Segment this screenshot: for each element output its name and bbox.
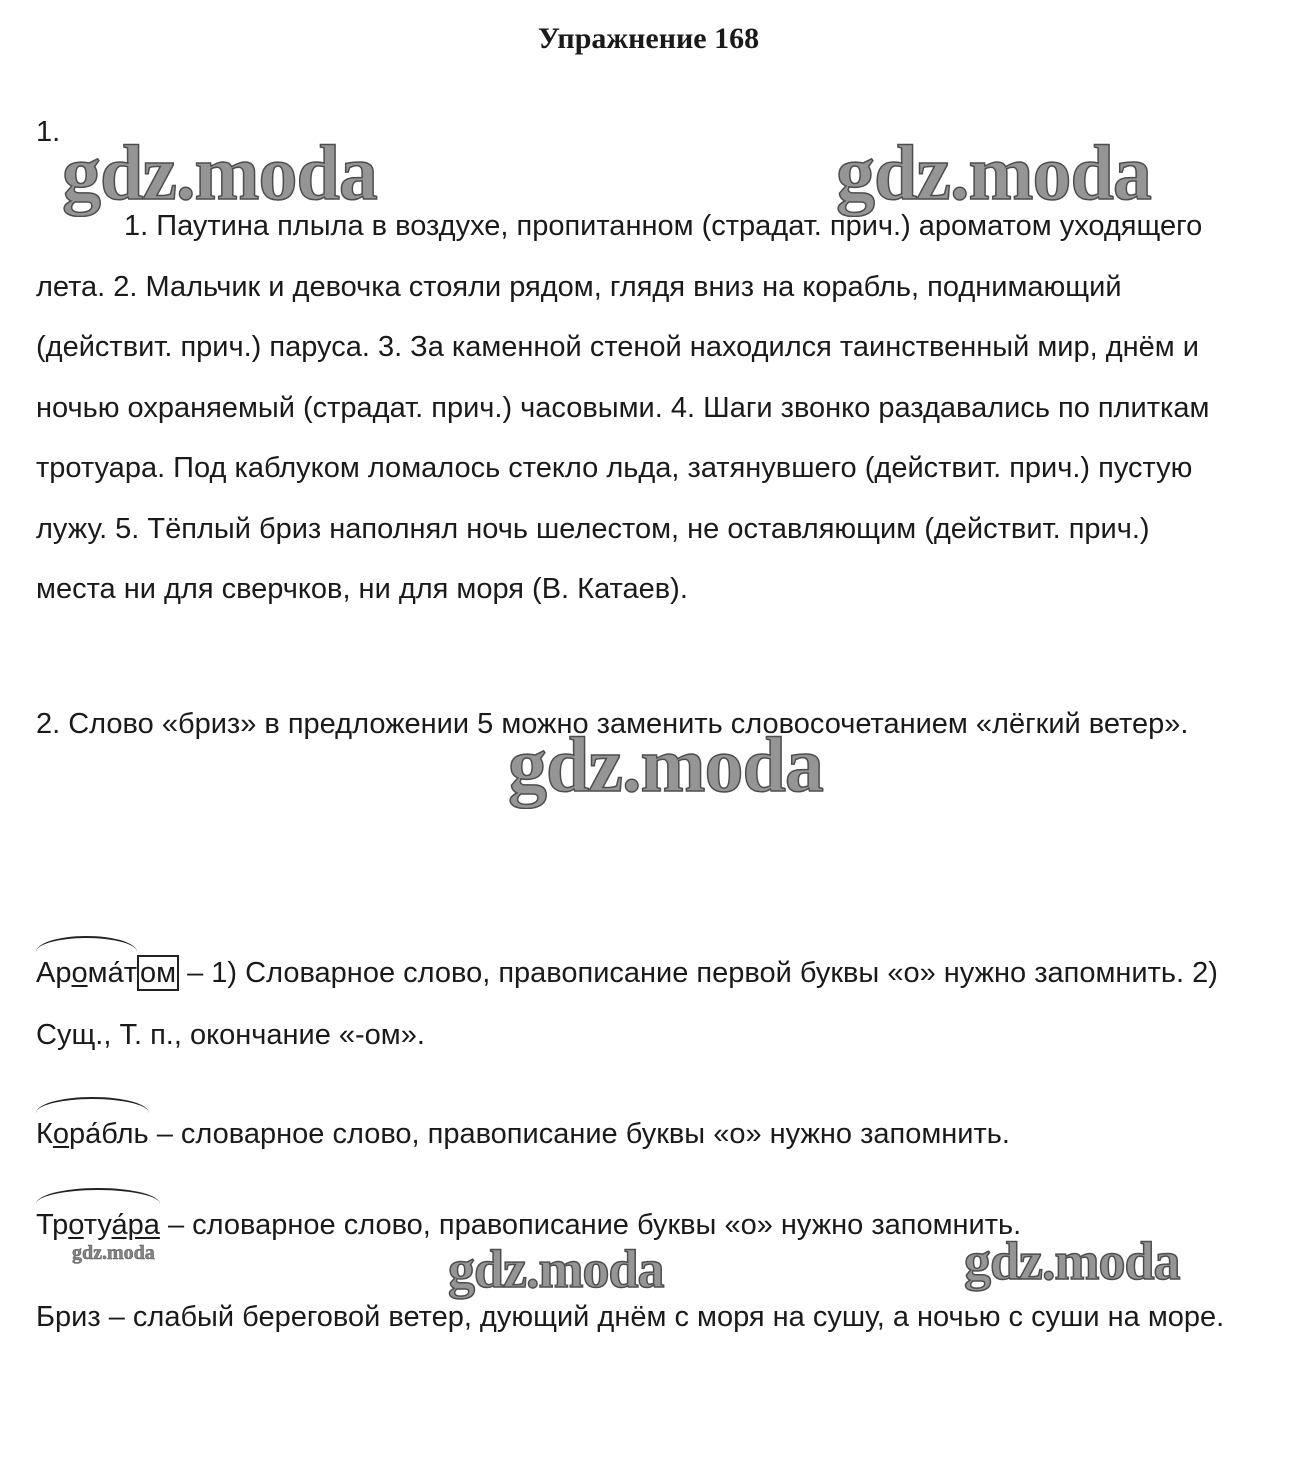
word-arc xyxy=(36,1103,149,1165)
watermark-logo: gdz.moda xyxy=(836,129,1151,216)
watermark-logo: gdz.moda xyxy=(964,1231,1180,1291)
definition-aromatom xyxy=(36,942,1246,1066)
part-1-number: 1. xyxy=(36,116,61,148)
definition-text: – 1) Словарное слово, правописание первой буквы «о» нужно запомнить. 2) Сущ., Т. п., окончание «-ом». xyxy=(36,957,1218,1051)
word-part: К xyxy=(36,1118,53,1150)
word-part: ра́бль xyxy=(69,1118,149,1150)
exercise-text: 1. Паутина плыла в воздухе, пропитанном (страдат. прич.) ароматом уходящего лета. 2. Мальчик и девочка стояли рядом, глядя вниз на корабль, поднимающий (действит. прич.) паруса. 3. За каменной стеной находился таинственный мир, днём и ночью охраняемый (страдат. прич.) часовыми. 4. Шаги звонко раздавались по плиткам тротуара. Под каблуком ломалось стекло льда, затянувшего (действит. прич.) пустую лужу. 5. Тёплый бриз наполнял ночь шелестом, не оставляющим (действит. прич.) места ни для сверчков, ни для моря (В. Катаев). xyxy=(36,210,1210,605)
word-part: Тр xyxy=(36,1209,69,1241)
part-2-text: 2. Слово «бриз» в предложении 5 можно заменить словосочетанием «лёгкий ветер». xyxy=(36,708,1189,740)
word-part-underlined: а́ра xyxy=(111,1209,160,1241)
word-part: ту xyxy=(83,1209,112,1241)
definition-text: – словарное слово, правописание буквы «о» нужно запомнить. xyxy=(159,1209,1022,1241)
watermark-logo: gdz.moda xyxy=(62,129,377,216)
word-part-underlined: о xyxy=(68,1209,84,1241)
definition-briz: Бриз – слабый береговой ветер, дующий днём с моря на сушу, а ночью с суши на море. xyxy=(36,1301,1225,1333)
definition-korabl xyxy=(36,1103,1246,1165)
definition-text: – словарное слово, правописание буквы «о» нужно запомнить. xyxy=(148,1118,1010,1150)
watermark-logo: gdz.moda xyxy=(508,721,823,808)
word-part-underlined: о xyxy=(71,957,88,989)
word-part-underlined: о xyxy=(52,1118,70,1150)
watermark-logo-small: gdz.moda xyxy=(72,1242,155,1264)
word-arc xyxy=(36,942,137,1004)
watermark-logo: gdz.moda xyxy=(448,1239,664,1299)
word-part: Ар xyxy=(36,957,72,989)
page-title: Упражнение 168 xyxy=(537,22,760,55)
word-part: ма́т xyxy=(87,957,137,989)
word-ending-box: ом xyxy=(137,955,179,991)
